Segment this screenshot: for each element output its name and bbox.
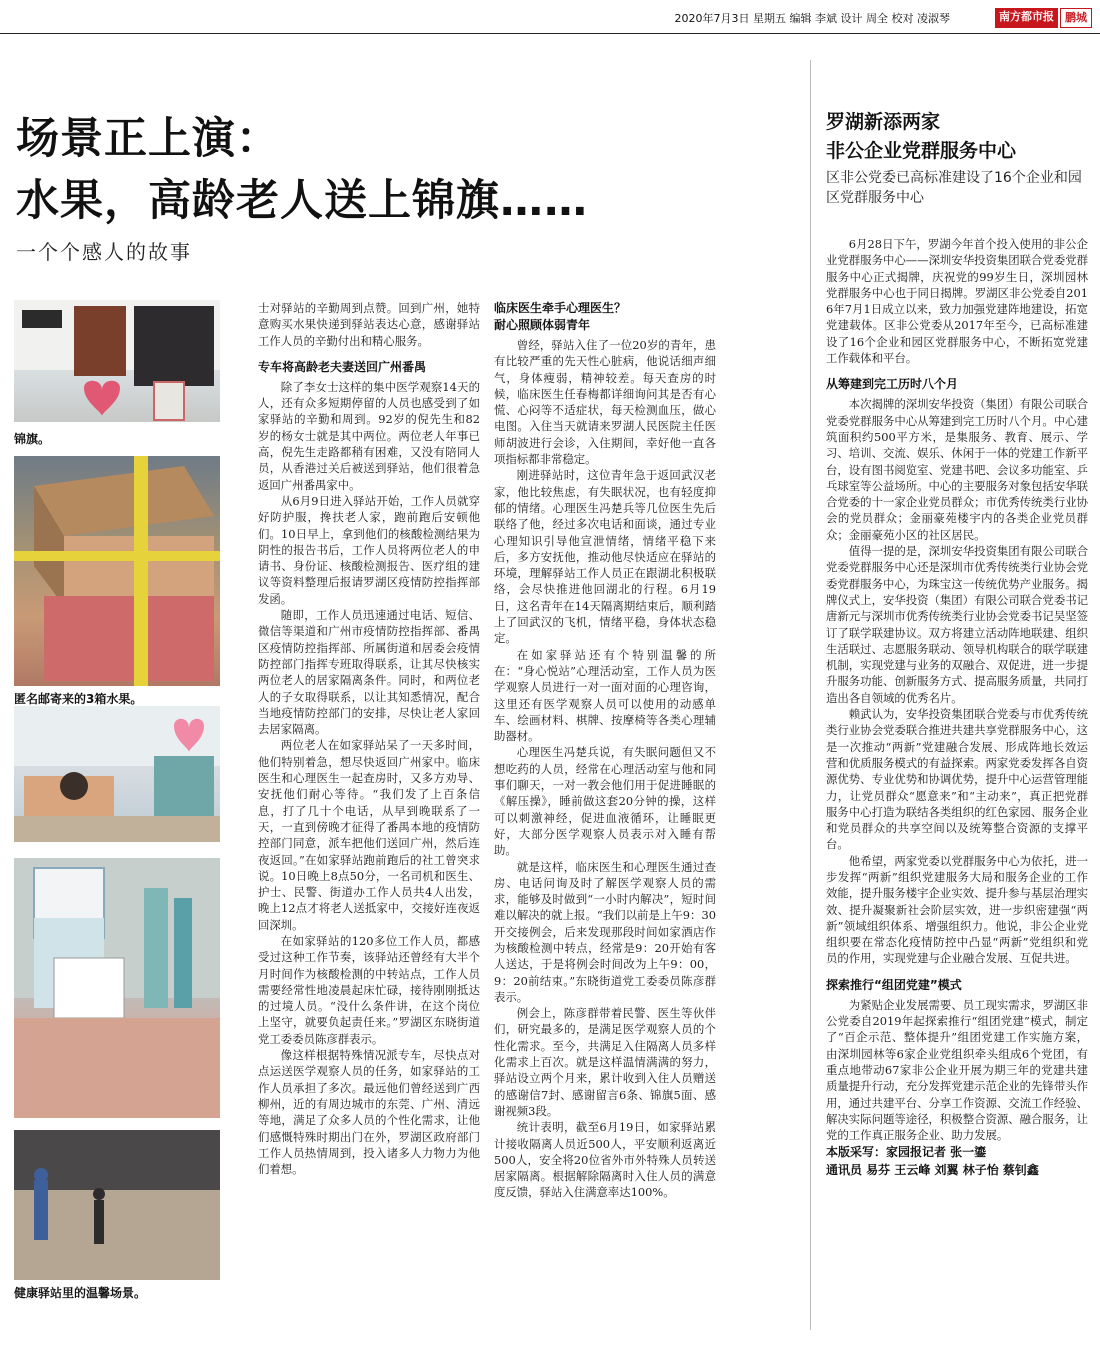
side-headline bbox=[826, 108, 1086, 166]
paragraph: 从6月9日进入驿站开始，工作人员就穿好防护服，搀扶老人家，跑前跑后安顿他们。10日早上，拿到他们的核酸检测结果为阴性的报告书后，工作人员将两位老人的申请书、身份证、核酸检测报告、医疗组的建议等资料整理后报请罗湖区疫情防控指挥部发函。 bbox=[258, 493, 480, 606]
issue-meta: 2020年7月3日 星期五 编辑 李斌 设计 周全 校对 凌淑琴 bbox=[674, 12, 950, 25]
main-headline bbox=[16, 108, 806, 232]
photo-banner-illustration bbox=[14, 300, 220, 422]
paragraph: 为紧贴企业发展需要、员工现实需求，罗湖区非公党委自2019年起探索推行“组团党建”模式，制定了“百企示范、整体提升”组团党建工作实施方案，由深圳园林等6家企业党组织牵头组成6个党团，有重点地带动67家非公企业开展为期三年的党建共建质量提升行动，充分发挥党建示范企业的先锋带头作用，通过共建平台、分享工作资源、交流工作经验、解决实际问题等途径，积极整合资源、融合服务，让党的工作真正服务企业、助力发展。 bbox=[826, 997, 1088, 1143]
section-heading: 探索推行“组团党建”模式 bbox=[826, 977, 962, 992]
photo-fruit-illustration bbox=[14, 456, 220, 686]
section-heading: 从筹建到完工历时八个月 bbox=[826, 377, 959, 392]
side-article bbox=[826, 236, 1088, 1326]
photo-caption-scene: 健康驿站里的温馨场景。 bbox=[14, 1286, 147, 1300]
paragraph: 值得一提的是，深圳安华投资集团有限公司联合党委党群服务中心还是深圳市优秀传统类行业协会党委党群服务中心，为珠宝这一传统优势产业服务。揭牌仪式上，安华投资（集团）有限公司联合党委书记唐新元与深圳市优秀传统类行业协会党委书记吴坚签订了联学联建协议。双方将建立活动阵地联建、组织生活联过、志愿服务联动、领导机构联合的联学联建机制，实现党建与业务的双融合、双促进，进一步提升服务功能、创新服务方式、提高服务质量，共同打造出各自领域的优秀名片。 bbox=[826, 544, 1088, 705]
paragraph: 赖武认为，安华投资集团联合党委与市优秀传统类行业协会党委联合推进共建共享党群服务中心，这是一次推动“两新”党建融合发展、形成阵地长效运营和优质服务模式的有益探索。两家党委发挥各自资源优势、专业优势和协调优势，提升中心运营管理能力，让党员群众“愿意来”和“主动来”，真正把党群服务中心打造为联结各类组织的红色家园、服务企业和党员群众的共享空间以及统筹整合资源的支撑平台。 bbox=[826, 707, 1088, 852]
side-subtitle: 区非公党委已高标准建设了16个企业和园区党群服务中心 bbox=[826, 170, 1082, 206]
paragraph: 随即，工作人员迅速通过电话、短信、微信等渠道和广州市疫情防控指挥部、番禺区疫情防控指挥部、所属街道和居委会疫情防控部门指挥专班取得联系，让其尽快核实两位老人的居家隔离条件。同时，和两位老人的子女取得联系，以让其知悉情况，配合当地疫情防控部门的安排，尽快让老人家回去居家隔离。 bbox=[258, 608, 480, 737]
headline-line-1: 场景正上演： bbox=[16, 114, 280, 164]
photo-counseling-room bbox=[14, 706, 220, 842]
paragraph: 例会上，陈彦群带着民警、医生等伙伴们，研究最多的，是满足医学观察人员的个性化需求。至今，共满足入住隔离人员多样化需求上百次。就是这样温情满满的努力，驿站设立两个月来，累计收到入住人员赠送的感谢信7封、感谢留言6条、锦旗5面、感谢视频3段。 bbox=[494, 1006, 716, 1118]
paragraph: 就是这样，临床医生和心理医生通过查房、电话问询及时了解医学观察人员的需求，能够及时做到“一小时内解决”，短时间难以解决的就上报。“我们以前是上午9：30开交接例会，后来发现那段时间如家酒店作为核酸检测中转点，经常是9：20开始有客人送达，于是将例会时间改为上午9：00，9：20前结束。”东晓街道党工委委员陈彦群表示。 bbox=[494, 859, 716, 1004]
photo-scene-illustration bbox=[14, 1130, 220, 1280]
brand-newspaper: 南方都市报 bbox=[995, 8, 1058, 28]
section-heading-line-2: 耐心照顾体弱青年 bbox=[494, 318, 591, 332]
section-heading-line-1: 临床医生牵手心理医生？ bbox=[494, 301, 627, 315]
photo-caption-banner: 锦旗。 bbox=[14, 432, 51, 446]
photo-banner bbox=[14, 300, 220, 422]
photo-fruit-boxes bbox=[14, 456, 220, 686]
paragraph: 像这样根据特殊情况派专车，尽快点对点运送医学观察人员的任务，如家驿站的工作人员承担了多次。最远他们曾经送到广西柳州，近的有周边城市的东莞、广州、清远等地，满足了众多人员的个性化需求，让他们感慨特殊时期出门在外，罗湖区政府部门工作人员热情周到，投入诸多人力物力为他们着想。 bbox=[258, 1048, 480, 1177]
photo-gift-bag bbox=[14, 858, 220, 1118]
brand-logo bbox=[995, 8, 1092, 28]
paragraph: 在如家驿站还有个特别温馨的所在：“身心悦站”心理活动室，工作人员为医学观察人员进行一对一面对面的心理咨询，这里还有医学观察人员可以使用的动感单车、绘画材料、棋牌、按摩椅等各类心理辅助器材。 bbox=[494, 647, 716, 744]
photo-warm-scene bbox=[14, 1130, 220, 1280]
paragraph: 刚进驿站时，这位青年急于返回武汉老家，他比较焦虑，有失眠状况，也有轻度抑郁的情绪。心理医生冯楚兵等几位医生先后联络了他，经过多次电话和面谈，通过专业心理知识引导他宣泄情绪，情绪平稳下来后，多方安抚他，推动他尽快适应在驿站的环境，理解驿站工作人员正在跟湖北积极联络，会尽快推进他回湖北的行程。6月19日，这名青年在14天隔离期结束后，顺利踏上了回武汉的飞机，情绪平稳，身体状态稳定。 bbox=[494, 468, 716, 646]
headline-line-2: 水果，高龄老人送上锦旗…… bbox=[16, 176, 588, 226]
byline-reporter: 本版采写：家园报记者 张一鎏 bbox=[826, 1145, 987, 1160]
section-heading: 专车将高龄老夫妻送回广州番禺 bbox=[258, 359, 427, 374]
paragraph: 除了李女士这样的集中医学观察14天的人，还有众多短期停留的人员也感受到了如家驿站的辛勤和周到。92岁的倪先生和82岁的杨女士就是其中两位。两位老人年事已高，倪先生走路都稍有困难，又没有陪同人员，从香港过关后被送到驿站，他们很着急返回广州番禺家中。 bbox=[258, 379, 480, 492]
paragraph: 曾经，驿站入住了一位20岁的青年，患有比较严重的先天性心脏病，他说话细声细气，身体瘦弱，精神较差。每天查房的时候，临床医生任春梅都详细询问其是否有心慌、心闷等不适症状，每天检测血压，做心电图。入住当天就请来罗湖人民医院主任医师胡波进行会诊，入住期间，幸好他一直各项指标都非常稳定。 bbox=[494, 338, 716, 467]
paragraph: 心理医生冯楚兵说，有失眠问题但又不想吃药的人员，经常在心理活动室与他和同事们聊天，一对一教会他们用于促进睡眠的《解压操》，睡前做这套20分钟的操，这样可以刺激神经，促进血液循环，让睡眠更好，大部分医学观察人员表示对入睡有帮助。 bbox=[494, 745, 716, 858]
paragraph: 本次揭牌的深圳安华投资（集团）有限公司联合党委党群服务中心从筹建到完工历时八个月。中心建筑面积约500平方米，是集服务、教育、展示、学习、培训、交流、娱乐、休闲于一体的党建工作新平台，设有图书阅览室、党建书吧、会议多功能室、乒乓球室等公益场所。中心的主要服务对象包括安华联合党委的十一家企业党员群众；市优秀传统类行业协会的党员群众；金丽豪苑楼宇内的各类企业党员群众；金丽豪苑小区的社区居民。 bbox=[826, 397, 1088, 542]
paragraph: 统计表明，截至6月19日，如家驿站累计接收隔离人员近500人，平安顺利返离近500人，安全将20位省外市外特殊人员转送居家隔离。根据解除隔离时入住人员的满意度反馈，驿站入住满意率达100%。 bbox=[494, 1120, 716, 1200]
column-divider bbox=[810, 60, 811, 1330]
section-heading bbox=[494, 300, 716, 334]
byline-correspondents: 通讯员 易芬 王云峰 刘翼 林子怡 蔡钊鑫 bbox=[826, 1163, 1039, 1178]
brand-section: 鹏城 bbox=[1060, 8, 1092, 28]
article-column-1 bbox=[258, 300, 480, 1330]
paragraph: 士对驿站的辛勤周到点赞。回到广州，她特意购买水果快递到驿站表达心意，感谢驿站工作人员的辛勤付出和精心服务。 bbox=[258, 301, 480, 348]
paragraph: 在如家驿站的120多位工作人员，都感受过这种工作节奏，该驿站还曾经有大半个月时间作为核酸检测的中转站点，工作人员需要经常性地凌晨起床忙碌，接待刚刚抵达的过境人员。“没什么条件讲，在这个岗位上坚守，就要负起责任来。”罗湖区东晓街道党工委委员陈彦群表示。 bbox=[258, 933, 480, 1046]
paragraph: 他希望，两家党委以党群服务中心为依托，进一步发挥“两新”组织党建服务大局和服务企业的工作效能，提升服务楼宇企业实效、提升参与基层治理实效、提升凝聚新社会阶层实效，进一步织密建强“两新”领域组织体系、增强组织力。他说，非公企业党组织要在常态化疫情防控中凸显“两新”党组织和党员的作用，实现党建与企业融合发展、互促共进。 bbox=[826, 853, 1088, 966]
photo-counseling-illustration bbox=[14, 706, 220, 842]
page-masthead bbox=[0, 0, 1100, 34]
photo-gift-illustration bbox=[14, 858, 220, 1118]
photo-caption-fruit: 匿名邮寄来的3箱水果。 bbox=[14, 692, 143, 706]
headline-subtitle: 一个个感人的故事 bbox=[16, 240, 192, 264]
article-column-2 bbox=[494, 300, 716, 1330]
side-headline-line-2: 非公企业党群服务中心 bbox=[826, 140, 1017, 162]
paragraph: 两位老人在如家驿站呆了一天多时间，他们特别着急，想尽快返回广州家中。临床医生和心理医生一起查房时，又多方劝导、安抚他们耐心等待。“我们发了上百条信息，打了几十个电话，从早到晚联系了一天，一直到傍晚才征得了番禺本地的疫情防控部门同意，派车把他们送回广州，然后连夜返回。”在如家驿站跑前跑后的社工曾突求说。10日晚上8点50分，一名司机和医生、护士、民警、街道办工作人员共4人出发，晚上12点才将老人送抵家中，交接好连夜返回深圳。 bbox=[258, 738, 480, 932]
side-headline-line-1: 罗湖新添两家 bbox=[826, 111, 941, 133]
paragraph: 6月28日下午，罗湖今年首个投入使用的非公企业党群服务中心——深圳安华投资集团联合党委党群服务中心正式揭牌，庆祝党的99岁生日，深圳园林党群服务中心也于同日揭牌。罗湖区非公党委自2016年7月1日成立以来，致力加强党建阵地建设，拓宽党建载体。区非公党委从2017年至今，已高标准建设了16个企业和园区党群服务中心，不断拓宽党建工作载体和平台。 bbox=[826, 237, 1088, 366]
